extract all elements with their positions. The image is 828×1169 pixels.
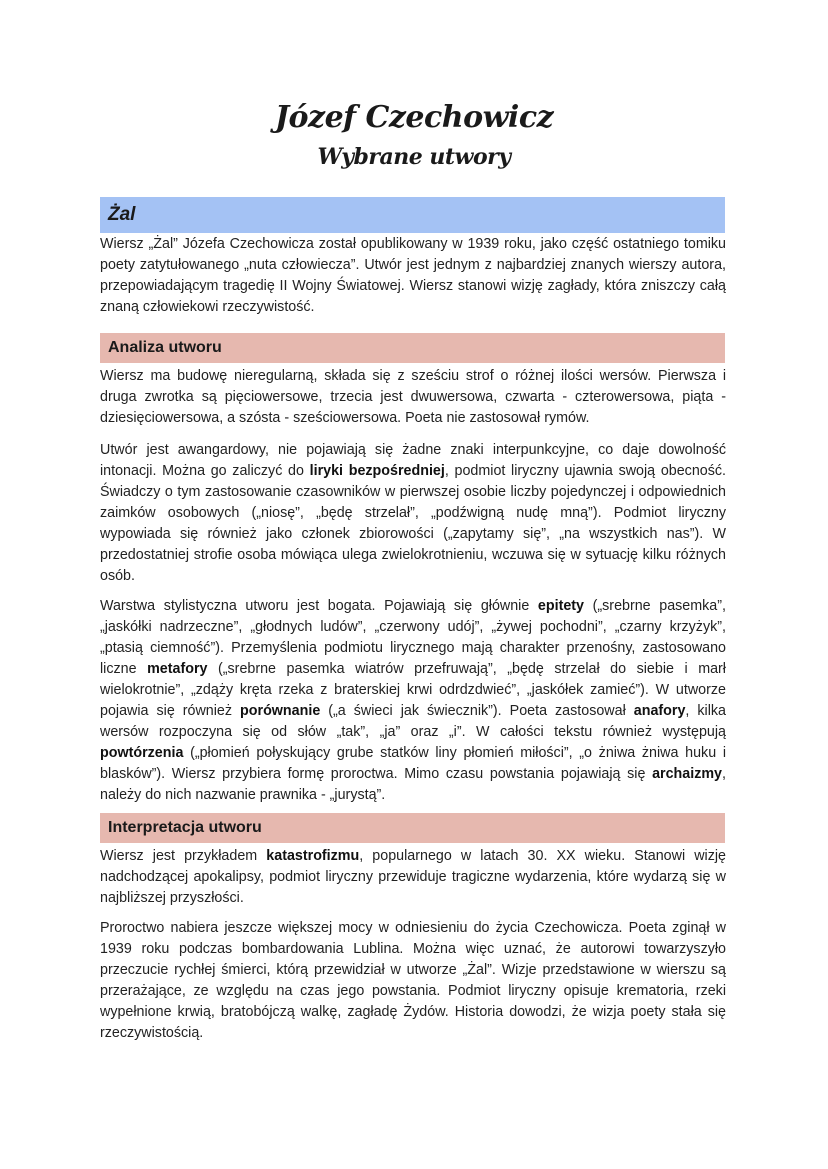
section-heading-interpretacja: Interpretacja utworu bbox=[100, 813, 725, 843]
section-heading-zal: Żal bbox=[100, 197, 725, 233]
text-run: („a świeci jak świecznik”). Poeta zastosował bbox=[320, 703, 634, 719]
text-run: („srebrne pasemka”, „jaskółki nadrzeczne”, „głodnych ludów”, „czerwony udój”, „żywej pochodni”, „czarny krzyżyk”, „ptasią ciemność”). Przemyślenia podmiotu lirycznego mają charakter przenośny, zastosowano liczne bbox=[100, 598, 726, 677]
text-run: , należy do nich nazwanie prawnika - „jurystą”. bbox=[100, 766, 726, 803]
term-anafory: anafory bbox=[633, 703, 686, 719]
term-porownanie: porównanie bbox=[240, 703, 321, 719]
term-metafory: metafory bbox=[147, 661, 208, 677]
term-liryki-bezposredniej: liryki bezpośredniej bbox=[309, 463, 445, 479]
zal-paragraph: Wiersz „Żal” Józefa Czechowicza został opublikowany w 1939 roku, jako część ostatniego tomiku poety zatytułowanego „nuta człowiecza”. Utwór jest jednym z najbardziej znanych wierszy autora, przepowiadającym tragedię II Wojny Światowej. Wiersz stanowi wizję zagłady, która zniszczy całą znaną człowiekowi rzeczywistość. bbox=[100, 236, 726, 315]
term-archaizmy: archaizmy bbox=[652, 766, 723, 782]
text-run: Wiersz jest przykładem bbox=[100, 848, 267, 864]
interpretacja-paragraph-1 bbox=[100, 846, 726, 909]
section-heading-analiza: Analiza utworu bbox=[100, 333, 725, 363]
document-subtitle: Wybrane utwory bbox=[317, 144, 511, 170]
term-powtorzenia: powtórzenia bbox=[100, 745, 184, 761]
term-katastrofizmu: katastrofizmu bbox=[266, 848, 360, 864]
text-run: , podmiot liryczny ujawnia swoją obecność. Świadczy o tym zastosowanie czasowników w pierwszej osobie liczby pojedynczej i odpowiednich zaimków osobowych („niosę”, „będę strzelał”, „podźwigną nudę mną”). Podmiot liryczny wypowiada się również jako członek zbiorowości („zapytamy się”, „na wszystkich nas”). W przedostatniej strofie osoba mówiąca ulega zwielokrotnieniu, wczuwa się w sytuację kilku różnych osób. bbox=[100, 463, 726, 584]
text-run: , popularnego w latach 30. XX wieku. Stanowi wizję nadchodzącej apokalipsy, podmiot liryczny przewiduje tragiczne wydarzenia, które wydarzą się w najbliższej przyszłości. bbox=[100, 848, 726, 906]
analiza-paragraph-2 bbox=[100, 440, 726, 587]
text-run: („płomień połyskujący grube statków liny płomień miłości”, „o żniwa żniwa huku i blasków”). Wiersz przybiera formę proroctwa. Mimo czasu powstania pojawiają się bbox=[100, 745, 726, 782]
text-run: („srebrne pasemka wiatrów przefruwają”, „będę strzelał do siebie i marł wielokrotnie”, „zdąży kręta rzeka z braterskiej krwi odrdzdwieć”, „jaskółek zamieć”). W utworze pojawia się również bbox=[100, 661, 726, 719]
term-epitety: epitety bbox=[537, 598, 585, 614]
analiza-paragraph-3 bbox=[100, 596, 726, 806]
text-run: Utwór jest awangardowy, nie pojawiają się żadne znaki interpunkcyjne, co daje dowolność intonacji. Można go zaliczyć do bbox=[100, 442, 726, 479]
analiza-paragraph-1: Wiersz ma budowę nieregularną, składa się z sześciu strof o różnej ilości wersów. Pierwsza i druga zwrotka są pięciowersowe, trzecia jest dwuwersowa, czwarta - czterowersowa, piąta - dziesięciowersowa, a szósta - sześciowersowa. Poeta nie zastosował rymów. bbox=[100, 368, 726, 426]
text-run: Warstwa stylistyczna utworu jest bogata. Pojawiają się głównie bbox=[100, 598, 538, 614]
text-run: , kilka wersów rozpoczyna się od słów „tak”, „ja” oraz „i”. W całości tekstu również występują bbox=[100, 703, 727, 740]
interpretacja-paragraph-2: Proroctwo nabiera jeszcze większej mocy w odniesieniu do życia Czechowicza. Poeta zginął w 1939 roku podczas bombardowania Lublina. Można więc uznać, że autorowi towarzyszyło przeczucie rychłej śmierci, którą przewidział w utworze „Żal”. Wizje przedstawione w wierszu są przerażające, ze względu na czas jego powstania. Podmiot liryczny opisuje krematoria, rzeki wypełnione krwią, bratobójczą walkę, zagładę Żydów. Historia dowodzi, że wizja poety stała się rzeczywistością. bbox=[100, 920, 726, 1041]
document-title: Józef Czechowicz bbox=[274, 100, 554, 135]
